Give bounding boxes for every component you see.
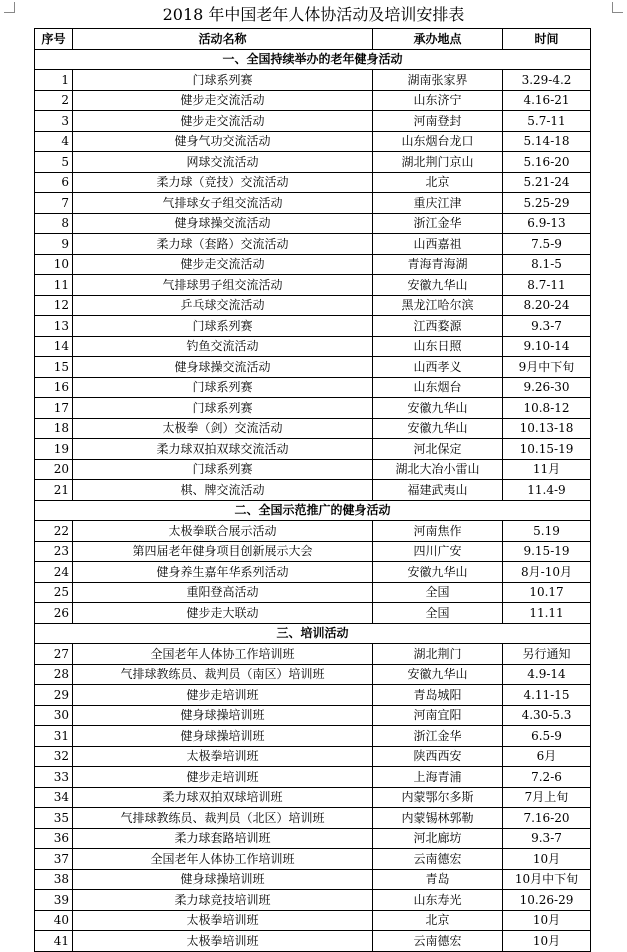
activity-location: 四川广安 xyxy=(373,541,503,562)
activity-time: 9.15-19 xyxy=(503,541,591,562)
row-number: 26 xyxy=(35,603,73,624)
row-number: 40 xyxy=(35,910,73,931)
table-row xyxy=(35,357,591,378)
activity-location: 山东日照 xyxy=(373,336,503,357)
activity-time: 10.17 xyxy=(503,582,591,603)
activity-time: 4.11-15 xyxy=(503,685,591,706)
activity-location: 上海青浦 xyxy=(373,767,503,788)
row-number: 37 xyxy=(35,849,73,870)
activity-name: 健步走培训班 xyxy=(73,767,373,788)
activity-name: 气排球男子组交流活动 xyxy=(73,275,373,296)
activity-name: 柔力球（套路）交流活动 xyxy=(73,234,373,255)
row-number: 34 xyxy=(35,787,73,808)
activity-location: 内蒙锡林郭勒 xyxy=(373,808,503,829)
activity-name: 门球系列赛 xyxy=(73,316,373,337)
activity-name: 气排球教练员、裁判员（南区）培训班 xyxy=(73,664,373,685)
activity-time: 10.26-29 xyxy=(503,890,591,911)
activity-location: 山东寿光 xyxy=(373,890,503,911)
row-number: 41 xyxy=(35,931,73,952)
activity-time: 9月中下旬 xyxy=(503,357,591,378)
activity-name: 健身球操培训班 xyxy=(73,705,373,726)
table-row xyxy=(35,439,591,460)
activity-location: 河南焦作 xyxy=(373,521,503,542)
activity-location: 青岛 xyxy=(373,869,503,890)
activity-location: 山西嘉祖 xyxy=(373,234,503,255)
activity-name: 太极拳（剑）交流活动 xyxy=(73,418,373,439)
activity-name: 太极拳培训班 xyxy=(73,910,373,931)
table-row xyxy=(35,316,591,337)
activity-name: 全国老年人体协工作培训班 xyxy=(73,849,373,870)
row-number: 12 xyxy=(35,295,73,316)
activity-time: 7.5-9 xyxy=(503,234,591,255)
activity-location: 青岛城阳 xyxy=(373,685,503,706)
activity-name: 柔力球双拍双球培训班 xyxy=(73,787,373,808)
row-number: 2 xyxy=(35,90,73,111)
table-row xyxy=(35,193,591,214)
table-row xyxy=(35,849,591,870)
activity-location: 陕西西安 xyxy=(373,746,503,767)
activity-name: 柔力球（竞技）交流活动 xyxy=(73,172,373,193)
activity-time: 10.8-12 xyxy=(503,398,591,419)
table-row xyxy=(35,808,591,829)
schedule-body xyxy=(35,49,591,951)
activity-time: 6.9-13 xyxy=(503,213,591,234)
table-row xyxy=(35,172,591,193)
activity-location: 湖北荆门京山 xyxy=(373,152,503,173)
table-row xyxy=(35,664,591,685)
table-row xyxy=(35,213,591,234)
table-row xyxy=(35,295,591,316)
activity-name: 健身养生嘉年华系列活动 xyxy=(73,562,373,583)
activity-name: 门球系列赛 xyxy=(73,398,373,419)
row-number: 31 xyxy=(35,726,73,747)
section-heading: 一、全国持续举办的老年健身活动 xyxy=(35,49,591,70)
activity-time: 7.2-6 xyxy=(503,767,591,788)
activity-location: 江西婺源 xyxy=(373,316,503,337)
row-number: 24 xyxy=(35,562,73,583)
activity-name: 太极拳培训班 xyxy=(73,931,373,952)
activity-name: 健步走交流活动 xyxy=(73,111,373,132)
activity-time: 10月 xyxy=(503,849,591,870)
activity-name: 健步走交流活动 xyxy=(73,90,373,111)
header-time: 时间 xyxy=(503,29,591,50)
activity-location: 安徽九华山 xyxy=(373,275,503,296)
activity-name: 重阳登高活动 xyxy=(73,582,373,603)
activity-name: 健身球操交流活动 xyxy=(73,357,373,378)
activity-name: 门球系列赛 xyxy=(73,459,373,480)
row-number: 32 xyxy=(35,746,73,767)
activity-time: 10月中下旬 xyxy=(503,869,591,890)
activity-location: 山东烟台龙口 xyxy=(373,131,503,152)
activity-time: 8.20-24 xyxy=(503,295,591,316)
activity-location: 北京 xyxy=(373,172,503,193)
activity-location: 湖南张家界 xyxy=(373,70,503,91)
row-number: 18 xyxy=(35,418,73,439)
row-number: 38 xyxy=(35,869,73,890)
table-row xyxy=(35,828,591,849)
table-row xyxy=(35,254,591,275)
activity-time: 9.3-7 xyxy=(503,316,591,337)
activity-location: 山东济宁 xyxy=(373,90,503,111)
activity-location: 云南德宏 xyxy=(373,849,503,870)
row-number: 5 xyxy=(35,152,73,173)
table-row xyxy=(35,726,591,747)
table-row xyxy=(35,418,591,439)
row-number: 8 xyxy=(35,213,73,234)
row-number: 11 xyxy=(35,275,73,296)
activity-time: 6.5-9 xyxy=(503,726,591,747)
activity-time: 10月 xyxy=(503,931,591,952)
row-number: 25 xyxy=(35,582,73,603)
activity-name: 乒乓球交流活动 xyxy=(73,295,373,316)
activity-time: 3.29-4.2 xyxy=(503,70,591,91)
section-heading-row xyxy=(35,623,591,644)
activity-location: 全国 xyxy=(373,603,503,624)
activity-time: 10.15-19 xyxy=(503,439,591,460)
row-number: 36 xyxy=(35,828,73,849)
table-row xyxy=(35,541,591,562)
row-number: 16 xyxy=(35,377,73,398)
table-row xyxy=(35,336,591,357)
table-row xyxy=(35,644,591,665)
activity-location: 内蒙鄂尔多斯 xyxy=(373,787,503,808)
row-number: 7 xyxy=(35,193,73,214)
activity-location: 福建武夷山 xyxy=(373,480,503,501)
header-activity-name: 活动名称 xyxy=(73,29,373,50)
activity-location: 河北廊坊 xyxy=(373,828,503,849)
table-row xyxy=(35,480,591,501)
activity-time: 5.14-18 xyxy=(503,131,591,152)
activity-time: 8.1-5 xyxy=(503,254,591,275)
activity-location: 湖北荆门 xyxy=(373,644,503,665)
activity-time: 7.16-20 xyxy=(503,808,591,829)
row-number: 9 xyxy=(35,234,73,255)
table-row xyxy=(35,377,591,398)
row-number: 22 xyxy=(35,521,73,542)
row-number: 29 xyxy=(35,685,73,706)
activity-time: 另行通知 xyxy=(503,644,591,665)
activity-name: 棋、牌交流活动 xyxy=(73,480,373,501)
activity-location: 云南德宏 xyxy=(373,931,503,952)
activity-time: 9.10-14 xyxy=(503,336,591,357)
activity-name: 柔力球双拍双球交流活动 xyxy=(73,439,373,460)
activity-location: 全国 xyxy=(373,582,503,603)
row-number: 1 xyxy=(35,70,73,91)
activity-location: 安徽九华山 xyxy=(373,398,503,419)
table-row xyxy=(35,582,591,603)
table-row xyxy=(35,890,591,911)
row-number: 39 xyxy=(35,890,73,911)
row-number: 13 xyxy=(35,316,73,337)
activity-location: 黑龙江哈尔滨 xyxy=(373,295,503,316)
table-row xyxy=(35,746,591,767)
header-row xyxy=(35,29,591,50)
activity-location: 安徽九华山 xyxy=(373,664,503,685)
activity-name: 健身球操培训班 xyxy=(73,869,373,890)
row-number: 6 xyxy=(35,172,73,193)
activity-time: 10.13-18 xyxy=(503,418,591,439)
header-number: 序号 xyxy=(35,29,73,50)
section-heading-row xyxy=(35,500,591,521)
activity-location: 北京 xyxy=(373,910,503,931)
activity-time: 4.16-21 xyxy=(503,90,591,111)
activity-name: 健身球操培训班 xyxy=(73,726,373,747)
row-number: 14 xyxy=(35,336,73,357)
activity-location: 青海青海湖 xyxy=(373,254,503,275)
row-number: 23 xyxy=(35,541,73,562)
activity-location: 重庆江津 xyxy=(373,193,503,214)
activity-time: 11.11 xyxy=(503,603,591,624)
row-number: 27 xyxy=(35,644,73,665)
activity-name: 健身气功交流活动 xyxy=(73,131,373,152)
activity-name: 健身球操交流活动 xyxy=(73,213,373,234)
table-row xyxy=(35,910,591,931)
table-row xyxy=(35,931,591,952)
activity-name: 门球系列赛 xyxy=(73,70,373,91)
activity-location: 河南宜阳 xyxy=(373,705,503,726)
row-number: 35 xyxy=(35,808,73,829)
activity-location: 湖北大冶小雷山 xyxy=(373,459,503,480)
table-row xyxy=(35,131,591,152)
activity-name: 健步走交流活动 xyxy=(73,254,373,275)
activity-time: 11月 xyxy=(503,459,591,480)
activity-location: 河南登封 xyxy=(373,111,503,132)
row-number: 15 xyxy=(35,357,73,378)
activity-name: 气排球女子组交流活动 xyxy=(73,193,373,214)
section-heading: 三、培训活动 xyxy=(35,623,591,644)
activity-time: 10月 xyxy=(503,910,591,931)
document-title: 2018 年中国老年人体协活动及培训安排表 xyxy=(162,5,465,24)
activity-name: 气排球教练员、裁判员（北区）培训班 xyxy=(73,808,373,829)
activity-time: 9.26-30 xyxy=(503,377,591,398)
table-row xyxy=(35,787,591,808)
activity-name: 太极拳培训班 xyxy=(73,746,373,767)
activity-time: 8月-10月 xyxy=(503,562,591,583)
row-number: 30 xyxy=(35,705,73,726)
table-row xyxy=(35,767,591,788)
activity-location: 山西孝义 xyxy=(373,357,503,378)
table-row xyxy=(35,685,591,706)
activity-name: 太极拳联合展示活动 xyxy=(73,521,373,542)
activity-name: 柔力球竞技培训班 xyxy=(73,890,373,911)
activity-location: 浙江金华 xyxy=(373,726,503,747)
activity-time: 9.3-7 xyxy=(503,828,591,849)
row-number: 33 xyxy=(35,767,73,788)
schedule-table xyxy=(34,28,591,952)
activity-name: 第四届老年健身项目创新展示大会 xyxy=(73,541,373,562)
activity-name: 网球交流活动 xyxy=(73,152,373,173)
activity-time: 6月 xyxy=(503,746,591,767)
activity-time: 4.9-14 xyxy=(503,664,591,685)
row-number: 10 xyxy=(35,254,73,275)
activity-location: 安徽九华山 xyxy=(373,562,503,583)
table-row xyxy=(35,275,591,296)
activity-location: 河北保定 xyxy=(373,439,503,460)
table-row xyxy=(35,705,591,726)
activity-name: 柔力球套路培训班 xyxy=(73,828,373,849)
table-row xyxy=(35,459,591,480)
row-number: 28 xyxy=(35,664,73,685)
section-heading: 二、全国示范推广的健身活动 xyxy=(35,500,591,521)
activity-time: 5.7-11 xyxy=(503,111,591,132)
table-row xyxy=(35,562,591,583)
activity-time: 5.16-20 xyxy=(503,152,591,173)
activity-name: 钓鱼交流活动 xyxy=(73,336,373,357)
table-row xyxy=(35,111,591,132)
row-number: 3 xyxy=(35,111,73,132)
activity-name: 健步走大联动 xyxy=(73,603,373,624)
activity-time: 4.30-5.3 xyxy=(503,705,591,726)
row-number: 4 xyxy=(35,131,73,152)
activity-location: 浙江金华 xyxy=(373,213,503,234)
activity-name: 全国老年人体协工作培训班 xyxy=(73,644,373,665)
table-row xyxy=(35,234,591,255)
activity-time: 7月上旬 xyxy=(503,787,591,808)
row-number: 17 xyxy=(35,398,73,419)
activity-name: 门球系列赛 xyxy=(73,377,373,398)
table-row xyxy=(35,869,591,890)
activity-time: 11.4-9 xyxy=(503,480,591,501)
activity-name: 健步走培训班 xyxy=(73,685,373,706)
section-heading-row xyxy=(35,49,591,70)
activity-location: 安徽九华山 xyxy=(373,418,503,439)
table-row xyxy=(35,70,591,91)
header-location: 承办地点 xyxy=(373,29,503,50)
activity-time: 5.19 xyxy=(503,521,591,542)
row-number: 19 xyxy=(35,439,73,460)
table-row xyxy=(35,152,591,173)
activity-time: 5.21-24 xyxy=(503,172,591,193)
table-row xyxy=(35,398,591,419)
activity-time: 8.7-11 xyxy=(503,275,591,296)
table-row xyxy=(35,521,591,542)
row-number: 21 xyxy=(35,480,73,501)
table-row xyxy=(35,90,591,111)
activity-time: 5.25-29 xyxy=(503,193,591,214)
activity-location: 山东烟台 xyxy=(373,377,503,398)
row-number: 20 xyxy=(35,459,73,480)
table-row xyxy=(35,603,591,624)
